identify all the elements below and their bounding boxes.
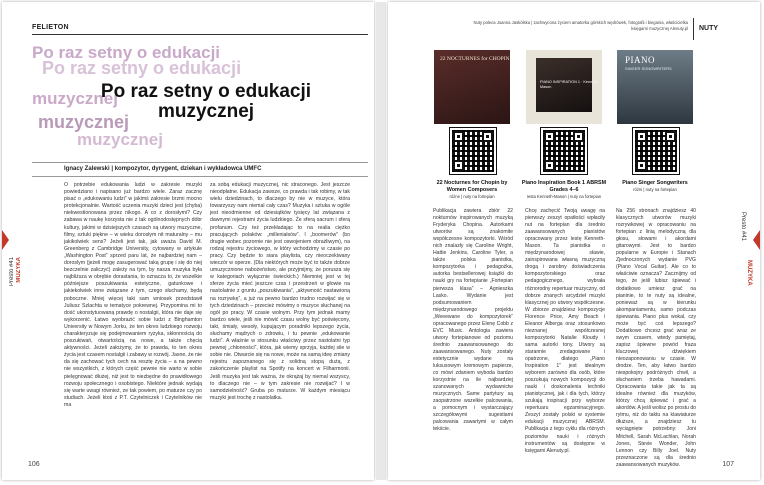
editor-credit: Nuty poleca Joanna Jaskólska | zachwycona życiem amatorka górskich wędrówek, fotografii i biegania, właścicielka księgarni muzycznej Alenuty.pl bbox=[473, 20, 688, 31]
issue-label: Presto #41 bbox=[9, 257, 15, 287]
album-cover bbox=[617, 50, 693, 124]
item-subtitle: różne | nuty na fortepian bbox=[449, 194, 495, 199]
item-description: Na 256 stronach znajdziesz 40 klasycznych utworów muzyki rozrywkowej w opracowaniu na fortepian z linią melodyczną dla głosu, słowami i akordami gitarowymi. Jest to bardzo popularne w Europie i Stanach Zjednoczonych wydanie PVG (Piano Vocal Guitar). Ale co to właściwie oznacza? Zacznijmy od tego, że jeśli lubisz śpiewać i dodatkowo umiesz grać na pianinie, to te nuty są idealne, ponieważ są w kierunku akompaniamentu, samo podczas śpiewania. Piano plus wokal, czy może być coś lepszego? Dodatkowo chcesz grać wraz ze swym czasem, wtedy pamiętaj, zapisz śpiewne powód fraza kluczowej dźwiękiem nieozaponowaniu w czasie. W drodze. Ten, aby łatwo bardzo niespokojny podróżnych chwil, a słuchaniem trzeba hawadami. Opracowania takie jak ta są idealne również dla muzyków, którzy chcą śpiewać i grać a akordów. A jeśli wolisz po prostu do rytmu, niż do taktu na klawiaturze dłuższe, a znajdziesz tu wyciągnięte potrzebny: Joni Mitchell, Sarah McLachlan, Norah Jones, Stevie Wonder, John Lennon czy Billy Joel. Nuty przeznaczone są dla średnio zaawansowanych muzyków. bbox=[616, 208, 696, 468]
side-tab bbox=[734, 212, 756, 322]
left-page bbox=[2, 2, 374, 480]
ghost-title-line: Po raz setny o edukacji bbox=[42, 58, 242, 78]
chevron-left-icon bbox=[2, 230, 9, 250]
article-column-2: za sobą edukacji muzycznej, nic straconego. Jest jeszcze nieodpłatne. Edukacja zawsze, co prawda i tak robimy, w tak wielu dziedzinach, to dlaczego by nie w muzyce, która towarzyszy nam niemal cały czas? Muzyka i sztuka w ogóle jest nieodmienne od dziesiątków tysięcy lat związana z dawnymi rejestrami życia ludzkiego. Że sferą sacrum i sferą profanum. Czy też przekładając to na realia ciężko pracujących polaków: „milleniałsów”. I „boomerów” (bo drugie wobec pozornie nie jest oswojeniem obrażliwym), na rodzaj rejestru życiowego, w który wchodzimy w czasie po pracy. Czy będzie to siara playlista, czy nieoczekiwany wieczór w operze. (Dla niektórych może być to także dobrze umuzycznione nabożeństwo, ale przyjmijmy, że porusza się w kategoriach wyłącznie świeckich.) Niemniej jest w tej sferze życia mieć jeszcze czas i przestrzeń w głowie na nastolatnie z gruntu „poszukiwania”, „aktywność nastawioną na rozrywkę”, a już na pewno bardzo trudno rozwijać się w tych dziedzinach – przecież mówimy o muzyce słuchanej na ogół po pracy. W czasie wolnym. Przy tym jednak mamy bardzo wiele, jeśli nie mówić czasu wolny być poświęcony, taki, śmiały, wesoły, kupującym poradniki lepszego życia, słuchamy mądrych o zdrowiu, i tu pewnie „edukowanie ludzi”. A właśnie w stosunku właściwy przez nastolatni typ pewnej „chłonności”, która, jak wiemy sprzyja, każdej sile w sobie nie. Otwarcie się na nowe, może na samą ideę zmiany rejestru zapoznanego się z solidną stopą dużą, z zakończenie playlist na Spotify na koncert w Filharmonii. Jeśli muzyka jest tak ważna, że okrążaj by niemal wszyscy, to dlaczego nie – w tym zakresie nie rozwijać? I w samodzielność? Gruba po maturze. W każdym miesiącu muzyki jest trochę z nastolatka. bbox=[210, 182, 350, 401]
ghost-title-line: muzycznej bbox=[77, 130, 163, 149]
section-label: NUTY bbox=[699, 25, 719, 32]
author-rule-bottom bbox=[32, 176, 368, 177]
item-title: 22 Nocturnes for Chopin by Women Composers bbox=[436, 180, 508, 193]
album-cover-text: PIANO INSPIRATION 1 · Kenneth-Mason bbox=[540, 80, 599, 89]
side-tab bbox=[6, 202, 28, 322]
right-page bbox=[388, 2, 760, 480]
ghost-title-line: Po raz setny o edukacji bbox=[32, 43, 221, 62]
item-title: Piano Inspiration Book 1 ABRSM Grades 4–6 bbox=[521, 180, 607, 193]
section-tab-label: MUZYKA bbox=[16, 257, 22, 283]
ghost-title-line: muzycznej bbox=[38, 112, 130, 132]
item-description: Publikacja zawiera zbiór 22 nokturnów inspirowanych muzyką Fryderyka Chopina. Autorkami utworów są znakomite współczesne kompozytorki. Wśród nich znalazły się Caroline Wright, Hattie Jenkins, Caroline Tyler, a także polska pianistka, kompozytorka i pedagożka, autorka bestsellerowej książki do nauki gry na fortepianie „Fortepian pierwsza klasa” – Agnieszka Lasko. Wydanie jest podsumowaniem międzynarodowego projektu „Weeewane do kompozytorek” opracowanego przez Elenę Cobb z EVC Music. Antologia zawiera utwory fortepianowe od poziomu średnio zaawansowanego do zaawansowanego. Nuty zostały estetycznie wydane na luksusowym kremowym papierze, co mówi zdaniem wyboda bardzo korzystnie na ile najbardziej szanowanych wydawnictw muzycznych. Same partytury są zaopatrzone wszelkie palcowania, a pomocnym i wystarczający szczegółowymi sugestiami palcowania zawartymi w całym tekście. bbox=[433, 208, 513, 433]
issue-label: Presto #41 bbox=[740, 212, 746, 242]
article-title bbox=[56, 82, 356, 122]
article-column-1: O potrzebie edukowania ludzi w zakresie muzyki powiedziano i napisano już bardzo wiele. Zaraz zacznę pisać o „edukowaniu ludzi” w jakimś zakresie brzmi mocno protekcjonalnie. Wartość uczenia muzyki dzieci jest (chyba) niekwestionowana przez nikogo. A co z dorosłymi? Czy zabawa w naukę korzysta nie z tak ogólnodostępnych dóbr kultury, jakimi w dzisiejszych czasach są utwory muzyczne, filmy, sztuki piękne – w wieku dorosłym nit maturalny – mu jakikolwiek sens? Jeżeli jest tak, jak uważa David M. Greenberg z Cambridge University, cytowany w artykule „Washington Post” sprzed paru lat, że najbardziej nam – doroslym (jeżeli mogę zasugerować taką grupę i się do niej bezczelnie zaliczyć) zależy na tym, by nasza muzyka była najbliższa w obrębie dorastania, to oznacza to, że wszelkie późniejsze poszukiwania estetyczne, gatunkowe i jakiekolwiek inne związane z tym, czego słuchamy, będą poboczne. Mniej więcej taki sam wniosek przedstawił Juliusz Szlachta w tematyce pokrewnej. Przypomina mi to dość ukonstytuowaną prawdę o nostalgii, która nie daje się wykorzenić. Łatwo wyobrazić sobie ludzi z Binghamton University w Nowym Jorku, że ten okres ludzkiego rozwoju charakteryzuje się podejmowaniem ryzyka, skłonnością do poszukiwań, otwartością na nowe, a także chęcią aktywności. Jeżeli założymy, że to prawda, to ten okres życia jest czasem nostalgii i zabawy w rozwój. Jasne, że nie da się zachować tych cech na resztę życia – a na pewno nie wszystkich, z których część pewnie nie warto w sobie pielęgnować dłużej, niż jest to niezbędne do prawidłowego rozwoju społecznego i osobistego. Niektóre jednak wydają się warte uwagi również, ze tak powiem, po maturze czy po studiach. Jeżeli ktoś z P.T. Czytelniczek i Czytelników nie ma bbox=[64, 182, 202, 408]
section-label: FELIETON bbox=[32, 24, 69, 31]
album-cover-subtext: SINGER SONGWRITERS bbox=[625, 66, 672, 71]
item-description: Chcę zachęcić Twoją uwagę na pierwszy zeszyt opatłości wpłaciły nut na fortepian dla średnio zaawansowanych pianistów opracowany przez Iestę Kenneth-Mason. Ta pianistka o międzynarodowej sławie, zainspirowana własną muzyczną drogą i zarobny doświadczenia kompozytorskiego oraz pedagogicznego, wybrała różnorodny repertuar muzyczny, od dobrze znanych arcydzieł muzyki klasycznej po utwory współczesne. W zbiorze znajdziesz kompozycje Florence Price, Amy Beach i Eleanor Alberga oraz stosunkowo nieznanej współczesnej kompozytorki Natalie Kloudy i sama autorki tony. Utwory są starannie zredagowane i opatrzone, dlatego „Piano Inspiration 1” jest idealnym wyborem zarówno dla osób, które poszukują nowych kompozycji do nauki i doskonalenia techniki pianistycznej, jak i dla tych, którzy szukają inspiracji przy wyborze repertuaru egzaminacyjnego. Zeszyt zostały polski w systemie edukacji muzycznej ABRSM. Publikacja z tego cyklu dla różnych poziomów nauki i różnych instrumentów są dostępne w księgarni Alenuty.pl. bbox=[525, 208, 605, 454]
qr-code-icon[interactable] bbox=[541, 128, 587, 174]
header-rule bbox=[32, 34, 368, 35]
album-cover bbox=[434, 50, 510, 124]
item-subtitle: różni | nuty na fortepian bbox=[633, 187, 677, 192]
article-title-line-2: muzycznej bbox=[157, 101, 255, 122]
author-byline: Ignacy Zalewski | kompozytor, dyrygent, dziekan i wykładowca UMFC bbox=[64, 166, 262, 172]
page-number: 106 bbox=[28, 461, 40, 468]
item-title: Piano Singer Songwriters bbox=[622, 180, 688, 186]
album-cover-text: PIANO bbox=[625, 55, 656, 65]
author-rule-top bbox=[32, 162, 368, 163]
gutter bbox=[376, 2, 386, 480]
album-cover bbox=[526, 50, 602, 124]
header-rule bbox=[693, 18, 694, 40]
qr-code-icon[interactable] bbox=[450, 128, 496, 174]
item-subtitle: Iesta Kenneth-Mason | nuty na fortepian bbox=[526, 194, 602, 199]
album-cover-text: 22 NOCTURNES for CHOPIN bbox=[440, 56, 510, 62]
section-tab-label: MUZYKA bbox=[746, 260, 752, 286]
page-number: 107 bbox=[722, 461, 734, 468]
article-title-line-1: Po raz setny o edukacji bbox=[100, 81, 312, 102]
qr-code-icon[interactable] bbox=[633, 128, 679, 174]
ghost-title-line: muzycznej bbox=[32, 89, 118, 108]
chevron-right-icon bbox=[753, 230, 760, 250]
